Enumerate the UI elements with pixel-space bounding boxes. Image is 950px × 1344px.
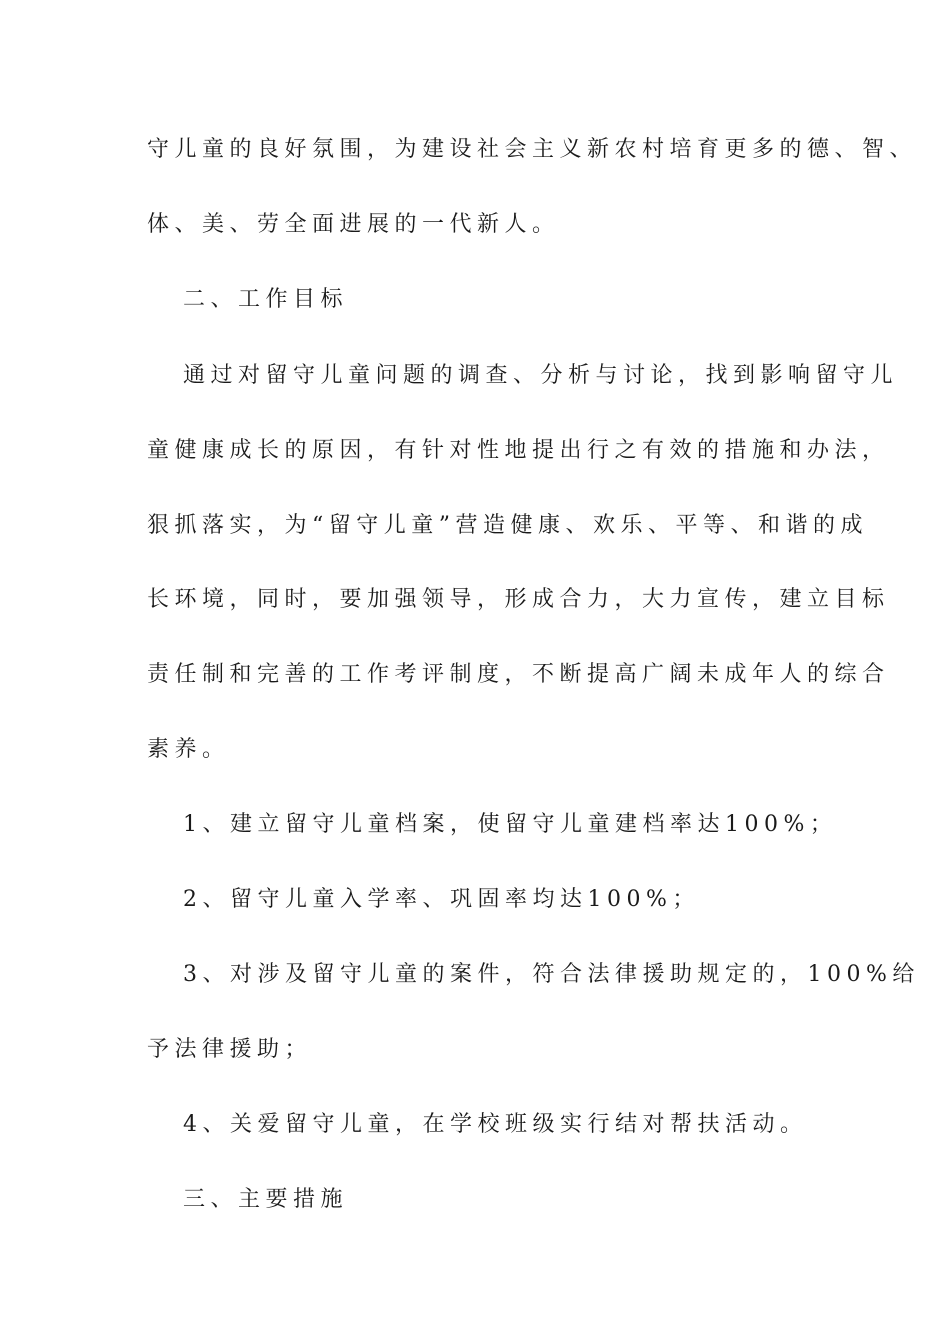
text-line: 童健康成长的原因，有针对性地提出行之有效的措施和办法， (147, 438, 890, 463)
list-item: 1、建立留守儿童档案，使留守儿童建档率达100%； (183, 812, 838, 837)
text-line: 体、美、劳全面进展的一代新人。 (147, 212, 560, 237)
section-heading: 三、主要措施 (183, 1187, 349, 1212)
section-heading: 二、工作目标 (183, 287, 349, 312)
text-line: 通过对留守儿童问题的调查、分析与讨论，找到影响留守儿 (183, 363, 899, 388)
text-line: 守儿童的良好氛围，为建设社会主义新农村培育更多的德、智、 (147, 137, 918, 162)
text-line: 素养。 (147, 737, 230, 762)
list-item: 2、留守儿童入学率、巩固率均达100%； (183, 887, 700, 912)
list-item: 3、对涉及留守儿童的案件，符合法律援助规定的，100%给 (183, 962, 920, 987)
text-line: 长环境，同时，要加强领导，形成合力，大力宣传，建立目标 (147, 587, 890, 612)
list-item: 4、关爱留守儿童，在学校班级实行结对帮扶活动。 (183, 1112, 808, 1137)
text-line: 责任制和完善的工作考评制度，不断提高广阔未成年人的综合 (147, 662, 890, 687)
text-line: 予法律援助； (147, 1037, 313, 1062)
text-line: 狠抓落实，为“留守儿童”营造健康、欢乐、平等、和谐的成 (147, 513, 868, 538)
